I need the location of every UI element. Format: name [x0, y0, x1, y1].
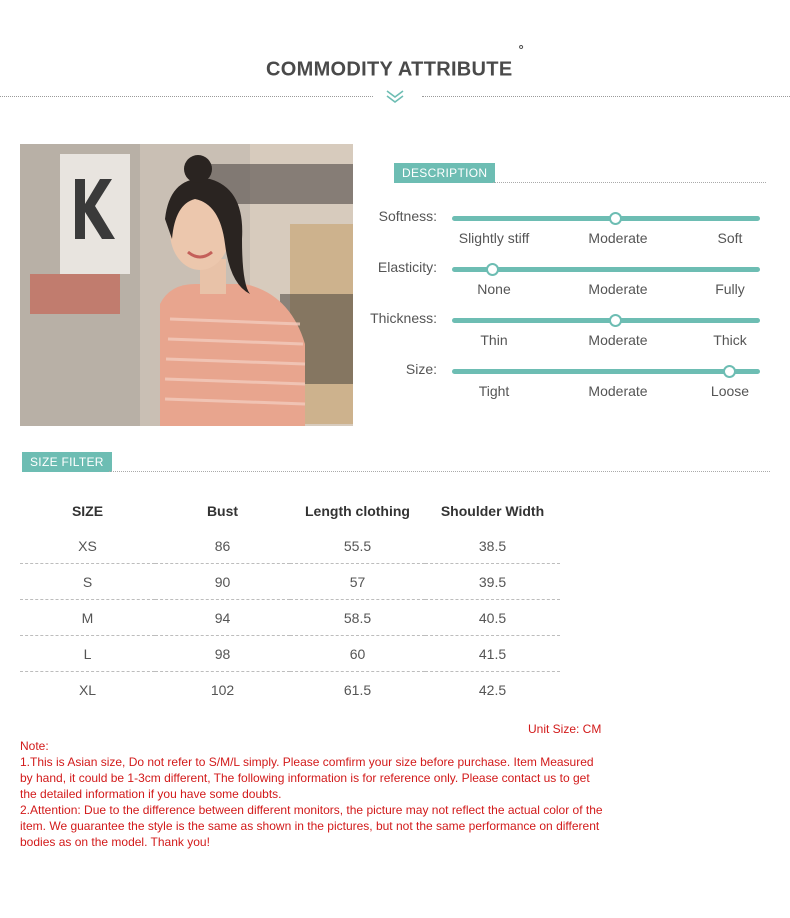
cell-length: 57: [349, 573, 366, 590]
attribute-label: Size:: [405, 361, 437, 377]
attribute-option: Moderate: [588, 383, 648, 399]
cell-length: 61.5: [343, 681, 372, 698]
attribute-option: Soft: [717, 230, 743, 246]
page-title: [0, 42, 790, 82]
attribute-slider-knob: [486, 263, 499, 276]
attribute-option: Thick: [713, 332, 747, 348]
product-photo: [20, 144, 353, 426]
attribute-label: Thickness:: [370, 310, 437, 326]
attribute-slider-knob: [609, 212, 622, 225]
description-tag: DESCRIPTION: [394, 163, 495, 183]
attribute-option: Moderate: [588, 332, 648, 348]
cell-size: L: [83, 645, 92, 662]
attribute-option: Moderate: [588, 230, 648, 246]
notes-line-1: 1.This is Asian size, Do not refer to S/M/L simply. Please comfirm your size before purchase. Item Measured by hand, it could be 1-3cm different, The following information is for reference only. Please contact us to get the detailed information if you have some doubts.: [20, 755, 594, 801]
cell-bust: 102: [210, 681, 235, 698]
cell-size: XL: [78, 681, 97, 698]
attribute-option: Fully: [715, 281, 745, 297]
table-row: [20, 528, 560, 564]
cell-length: 55.5: [343, 537, 372, 554]
cell-size: S: [82, 573, 93, 590]
size-filter-divider: [109, 471, 770, 472]
cell-shoulder: 40.5: [478, 609, 507, 626]
col-header-shoulder: Shoulder Width: [440, 502, 545, 519]
cell-shoulder: 42.5: [478, 681, 507, 698]
col-header-size: SIZE: [71, 502, 104, 519]
attribute-option: Loose: [710, 383, 750, 399]
attribute-slider-knob: [609, 314, 622, 327]
table-header-row: [20, 493, 560, 528]
cell-bust: 86: [214, 537, 231, 554]
cell-size: M: [81, 609, 94, 626]
cell-size: XS: [78, 537, 97, 554]
page-title-text: COMMODITY ATTRIBUTE: [266, 58, 513, 81]
col-header-bust: Bust: [206, 502, 239, 519]
attribute-label: Elasticity:: [377, 259, 437, 275]
attribute-option: None: [477, 281, 511, 297]
degree-mark: °: [518, 42, 524, 57]
table-row: [20, 636, 560, 672]
header-divider-right: [422, 96, 790, 97]
notes-line-2: 2.Attention: Due to the difference between different monitors, the picture may not reflect the actual color of the item. We guarantee the style is the same as shown in the pictures, but not the same performance on different bodies as on the model. Thank you!: [20, 803, 603, 849]
unit-size-label: Unit Size: CM: [528, 722, 602, 736]
attribute-slider-track: [452, 216, 760, 221]
attribute-option: Slightly stiff: [458, 230, 530, 246]
header-divider-left: [0, 96, 373, 97]
description-divider: [493, 182, 766, 183]
notes-heading: Note:: [20, 739, 49, 753]
cell-length: 58.5: [343, 609, 372, 626]
cell-shoulder: 38.5: [478, 537, 507, 554]
col-header-length: Length clothing: [305, 502, 410, 519]
model-illustration: [20, 144, 353, 426]
attribute-option: Tight: [478, 383, 510, 399]
table-row: [20, 672, 560, 708]
cell-bust: 98: [214, 645, 231, 662]
cell-shoulder: 39.5: [478, 573, 507, 590]
attribute-label: Softness:: [378, 208, 437, 224]
attribute-slider-track: [452, 318, 760, 323]
cell-bust: 90: [214, 573, 231, 590]
table-row: [20, 564, 560, 600]
attribute-option: Moderate: [588, 281, 648, 297]
size-table: [20, 493, 560, 707]
size-filter-tag: SIZE FILTER: [22, 452, 112, 472]
cell-bust: 94: [214, 609, 231, 626]
cell-shoulder: 41.5: [478, 645, 507, 662]
attribute-slider-track: [452, 369, 760, 374]
table-row: [20, 600, 560, 636]
attribute-option: Thin: [480, 332, 508, 348]
notes-block: [20, 738, 605, 850]
attribute-slider-track: [452, 267, 760, 272]
cell-length: 60: [349, 645, 366, 662]
double-chevron-down-icon: [384, 88, 406, 104]
attribute-slider-knob: [723, 365, 736, 378]
